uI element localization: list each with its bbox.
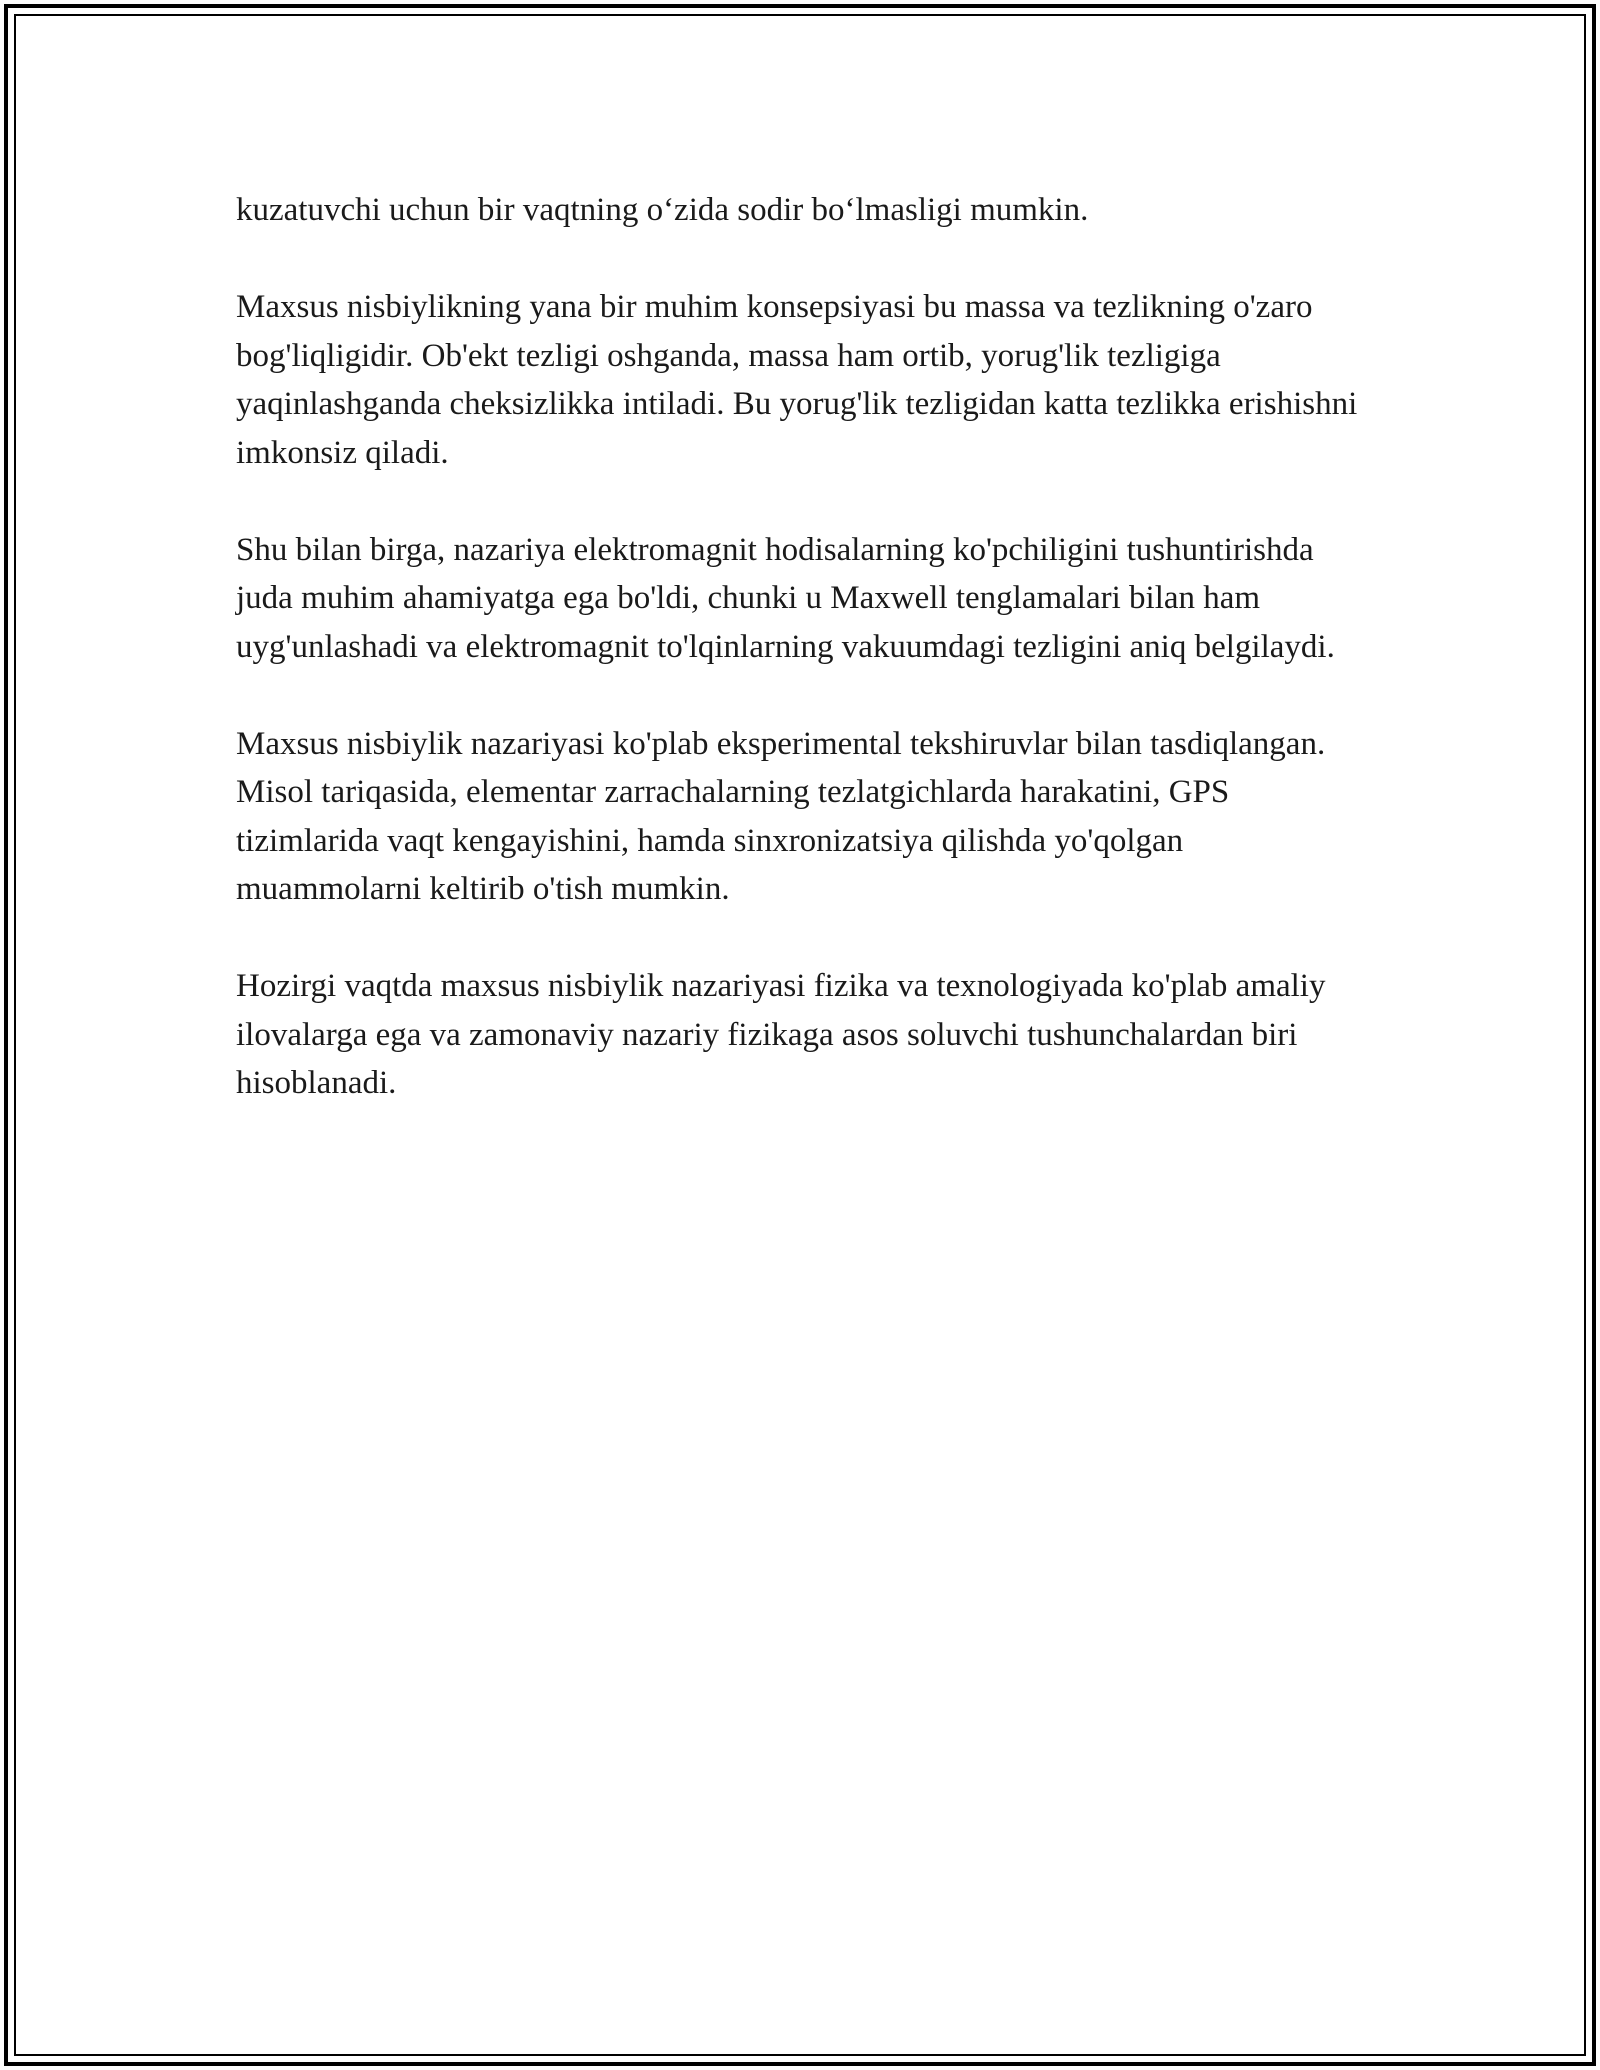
- document-body: [236, 186, 1366, 1156]
- paragraph-5: Hozirgi vaqtda maxsus nisbiylik nazariyasi fizika va texnologiyada ko'plab amaliy ilovalarga ega va zamonaviy nazariy fizikaga asos soluvchi tushunchalardan biri hisoblanadi.: [236, 968, 1326, 1101]
- paragraph-3: Shu bilan birga, nazariya elektromagnit hodisalarning ko'pchiligini tushuntirishda juda muhim ahamiyatga ega bo'ldi, chunki u Maxwell tenglamalari bilan ham uyg'unlashadi va elektromagnit to'lqinlarning vakuumdagi tezligini aniq belgilaydi.: [236, 531, 1335, 665]
- paragraph-1: kuzatuvchi uchun bir vaqtning o‘zida sodir bo‘lmasligi mumkin.: [236, 192, 1089, 228]
- paragraph-2: Maxsus nisbiylikning yana bir muhim konsepsiyasi bu massa va tezlikning o'zaro bog'liqligidir. Ob'ekt tezligi oshganda, massa ham ortib, yorug'lik tezligiga yaqinlashganda cheksizlikka intiladi. Bu yorug'lik tezligidan katta tezlikka erishishni imkonsiz qiladi.: [236, 289, 1358, 471]
- paragraph-4: Maxsus nisbiylik nazariyasi ko'plab eksperimental tekshiruvlar bilan tasdiqlangan. Misol tariqasida, elementar zarrachalarning tezlatgichlarda harakatini, GPS tizimlarida vaqt kengayishini, hamda sinxronizatsiya qilishda yo'qolgan muammolarni keltirib o'tish mumkin.: [236, 725, 1326, 907]
